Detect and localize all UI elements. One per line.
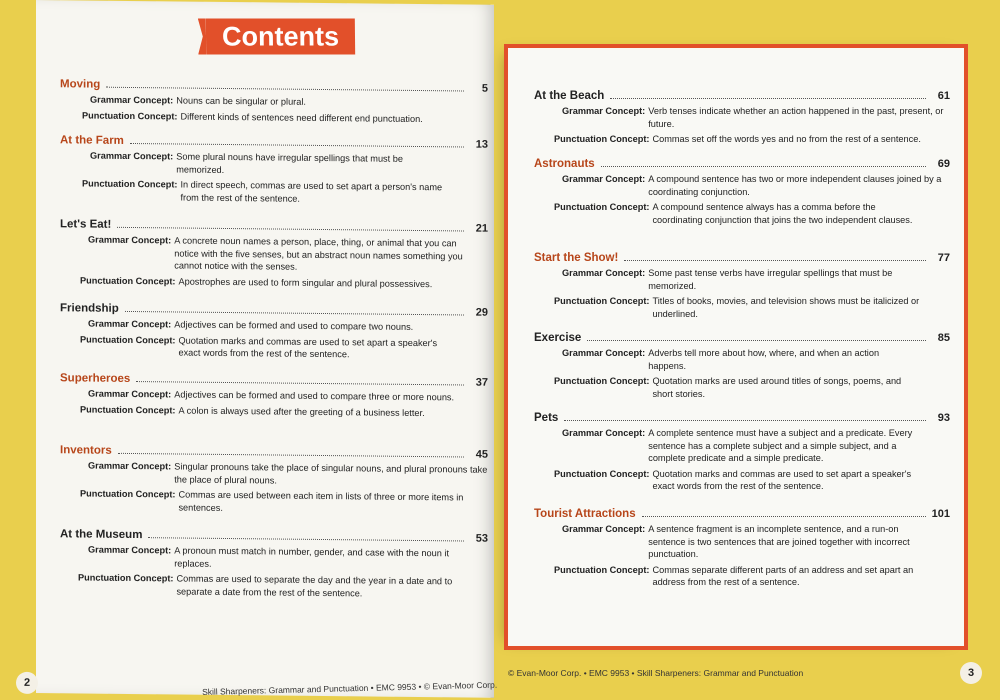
concept-text: Titles of books, movies, and television shows must be italicized or underlined. — [652, 296, 920, 319]
concept-text: Apostrophes are used to form singular and plural possessives. — [178, 275, 433, 289]
unit-name: Let's Eat! — [60, 218, 112, 231]
unit-entry — [534, 90, 950, 146]
unit-page: 77 — [937, 252, 950, 264]
concept-text: Quotation marks and commas are used to set apart a speaker's exact words from the rest of the sentence. — [652, 468, 912, 491]
concept-text: A complete sentence must have a subject and a predicate. Every sentence has a complete subject and a simple subject, and a complete predicate and a simple predicate. — [648, 428, 913, 463]
unit-entry — [534, 158, 950, 226]
unit-page: 53 — [475, 532, 488, 545]
concept-text: Commas separate different parts of an address and set apart an address from the rest of a sentence. — [652, 564, 914, 587]
unit-page: 21 — [475, 222, 488, 235]
unit-entry — [60, 218, 488, 290]
unit-entry — [60, 528, 488, 600]
unit-page: 101 — [931, 508, 950, 520]
concept-label: Punctuation Concept: — [554, 468, 650, 479]
concept-text: A compound sentence has two or more independent clauses joined by a coordinating conjunction. — [648, 174, 942, 197]
concept-text: Adjectives can be formed and used to compare two nouns. — [174, 319, 414, 332]
concept-label: Punctuation Concept: — [80, 333, 176, 345]
concept-text: Some past tense verbs have irregular spellings that must be memorized. — [648, 268, 893, 291]
unit-page: 13 — [475, 138, 488, 151]
concept-label: Grammar Concept: — [88, 460, 172, 472]
unit-name: Astronauts — [534, 158, 595, 170]
concept-label: Punctuation Concept: — [554, 202, 650, 212]
concept-label: Punctuation Concept: — [554, 296, 650, 306]
concept-label: Grammar Concept: — [562, 174, 646, 184]
unit-page: 29 — [475, 306, 488, 319]
concept-label: Grammar Concept: — [562, 268, 646, 278]
concept-label: Punctuation Concept: — [80, 403, 176, 415]
unit-page: 5 — [481, 82, 488, 95]
concept-text: Different kinds of sentences need different end punctuation. — [180, 111, 423, 124]
concept-label: Grammar Concept: — [88, 318, 172, 330]
right-footer: © Evan-Moor Corp. • EMC 9953 • Skill Sharpeners: Grammar and Punctuation — [508, 668, 804, 678]
left-page — [23, 0, 498, 698]
left-footer: Skill Sharpeners: Grammar and Punctuation • EMC 9953 • © Evan-Moor Corp. — [201, 679, 498, 697]
concept-text: A pronoun must match in number, gender, and case with the noun it replaces. — [174, 545, 449, 569]
concept-label: Grammar Concept: — [90, 150, 174, 162]
unit-entry — [60, 372, 488, 419]
concept-text: Commas set off the words yes and no from the rest of a sentence. — [652, 134, 921, 144]
concept-text: Verb tenses indicate whether an action happened in the past, present, or future. — [648, 106, 944, 129]
concept-text: A concrete noun names a person, place, thing, or animal that you can notice with the five senses, but an abstract noun names something you cannot notice with the senses. — [174, 235, 463, 272]
contents-title — [206, 19, 355, 55]
right-page-number: 3 — [960, 662, 982, 684]
unit-name: Inventors — [60, 444, 112, 457]
unit-name: Exercise — [534, 332, 582, 344]
unit-page: 69 — [937, 158, 950, 170]
concept-text: Commas are used to separate the day and the year in a date and to separate a date from the rest of the sentence. — [176, 573, 453, 598]
left-page-number: 2 — [16, 672, 38, 694]
unit-name: Superheroes — [60, 372, 131, 385]
concept-text: In direct speech, commas are used to set apart a person's name from the rest of the sentence. — [180, 179, 443, 204]
unit-page: 93 — [937, 412, 950, 424]
unit-name: Pets — [534, 412, 559, 424]
unit-name: At the Farm — [60, 134, 124, 147]
concept-label: Grammar Concept: — [562, 106, 646, 116]
unit-entry — [534, 508, 950, 589]
concept-label: Punctuation Concept: — [554, 134, 650, 144]
concept-label: Grammar Concept: — [562, 428, 646, 438]
concept-text: A sentence fragment is an incomplete sentence, and a run-on sentence is two sentences that are joined together with incorrect punctuation. — [648, 524, 910, 559]
unit-page: 85 — [937, 332, 950, 344]
concept-label: Grammar Concept: — [88, 388, 172, 400]
concept-text: Adverbs tell more about how, where, and when an action happens. — [648, 348, 880, 371]
unit-entry — [534, 412, 950, 493]
concept-label: Punctuation Concept: — [82, 109, 178, 121]
unit-entry — [60, 302, 488, 362]
right-page — [504, 44, 968, 650]
unit-name: At the Museum — [60, 528, 143, 542]
concept-text: Some plural nouns have irregular spellings that must be memorized. — [176, 151, 403, 175]
concept-label: Grammar Concept: — [88, 544, 172, 556]
unit-name: Start the Show! — [534, 252, 619, 264]
concept-label: Grammar Concept: — [90, 94, 174, 106]
concept-label: Punctuation Concept: — [80, 488, 176, 500]
unit-page: 37 — [475, 376, 488, 389]
concept-text: Quotation marks and commas are used to set apart a speaker's exact words from the rest of the sentence. — [178, 334, 438, 360]
concept-label: Punctuation Concept: — [554, 376, 650, 386]
unit-name: Tourist Attractions — [534, 508, 636, 520]
contents-title-text: Contents — [221, 21, 340, 52]
concept-text: A compound sentence always has a comma before the coordinating conjunction that joins the two independent clauses. — [652, 202, 913, 225]
concept-text: Quotation marks are used around titles of songs, poems, and short stories. — [652, 376, 902, 399]
unit-name: Moving — [60, 78, 101, 91]
concept-label: Grammar Concept: — [88, 234, 172, 246]
concept-text: Nouns can be singular or plural. — [176, 95, 306, 107]
unit-entry — [60, 134, 488, 206]
unit-entry — [534, 332, 950, 400]
concept-text: Singular pronouns take the place of singular nouns, and plural pronouns take the place of plural nouns. — [174, 461, 488, 486]
unit-page: 61 — [937, 90, 950, 102]
concept-label: Punctuation Concept: — [554, 564, 650, 575]
concept-label: Grammar Concept: — [562, 348, 646, 358]
unit-entry — [534, 252, 950, 320]
unit-entry — [60, 444, 488, 516]
concept-text: Adjectives can be formed and used to compare three or more nouns. — [174, 389, 455, 403]
unit-name: At the Beach — [534, 90, 605, 102]
unit-page: 45 — [475, 448, 488, 461]
unit-entry — [60, 78, 488, 125]
concept-label: Punctuation Concept: — [82, 178, 178, 190]
concept-label: Punctuation Concept: — [80, 274, 176, 286]
concept-text: A colon is always used after the greeting of a business letter. — [178, 404, 425, 418]
unit-name: Friendship — [60, 302, 119, 315]
concept-label: Punctuation Concept: — [78, 572, 174, 584]
concept-label: Grammar Concept: — [562, 524, 646, 534]
concept-text: Commas are used between each item in lists of three or more items in sentences. — [178, 489, 464, 513]
